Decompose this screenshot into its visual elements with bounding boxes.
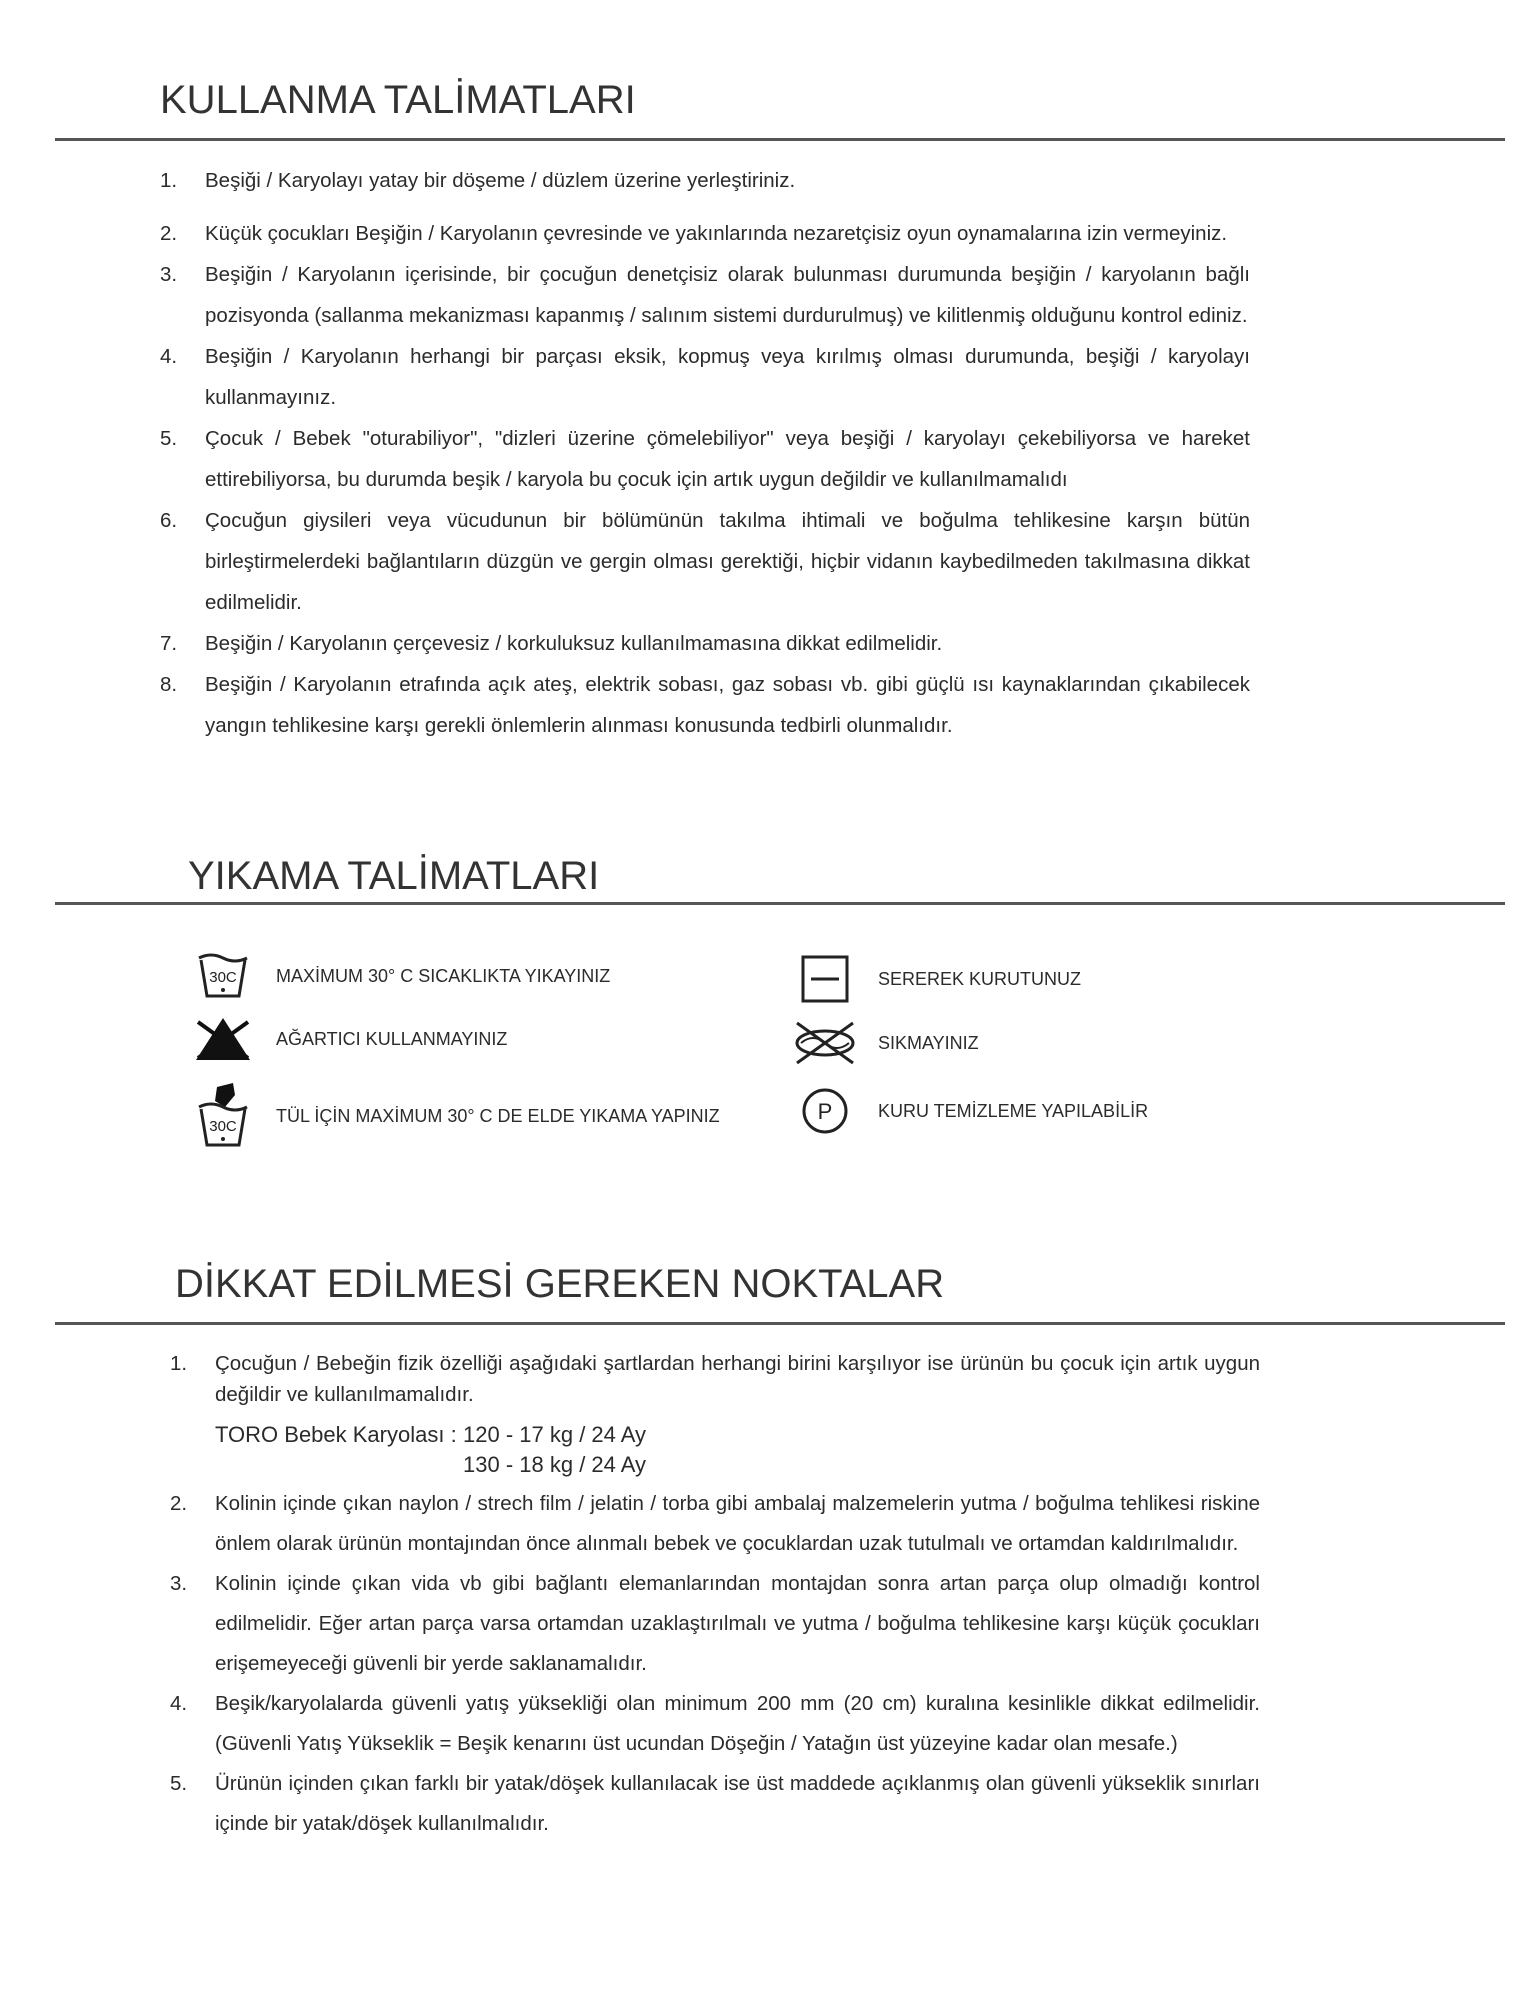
- list-item: 3. Kolinin içinde çıkan vida vb gibi bağlantı elemanlarından montajdan sonra artan parça olup olmadığı kontrol edilmelidir. Eğer artan parça varsa ortamdan uzaklaştırılmalı ve yutma / boğulma tehlikesine karşı küçük çocukları erişemeyeceği güvenli bir yerde saklanamalıdır.: [170, 1572, 1260, 1675]
- svg-text:P: P: [817, 1099, 833, 1124]
- wash-label: TÜL İÇİN MAXİMUM 30° C DE ELDE YIKAMA YAPINIZ: [276, 1105, 720, 1126]
- attention-list: [170, 1484, 1260, 1844]
- wash-label: SEREREK KURUTUNUZ: [878, 968, 1082, 989]
- dry-clean-p-icon: [790, 1080, 860, 1142]
- wash-instruction: [790, 948, 1081, 1010]
- wash-instruction: [188, 945, 610, 1007]
- list-item: 2. Kolinin içinde çıkan naylon / strech film / jelatin / torba gibi ambalaj malzemelerin yutma / boğulma tehlikesi riskine önlem olarak ürünün montajından önce alınmalı bebek ve çocuklardan uzak tutulmalı ve ortamdan kaldırılmalıdır.: [170, 1492, 1260, 1555]
- list-item: 3. Beşiğin / Karyolanın içerisinde, bir çocuğun denetçisiz olarak bulunması durumunda beşiğin / karyolanın bağlı pozisyonda (sallanma mekanizması kapanmış / salınım sistemi durdurulmuş) ve kilitlenmiş olduğunu kontrol ediniz.: [160, 263, 1250, 327]
- list-item: 1. Beşiği / Karyolayı yatay bir döşeme / düzlem üzerine yerleştiriniz.: [160, 169, 796, 192]
- list-item: 1. Çocuğun / Bebeğin fizik özelliği aşağıdaki şartlardan herhangi birini karşılıyor ise ürünün bu çocuk için artık uygun değildir ve kullanılmamalıdır.: [170, 1352, 1260, 1406]
- size-table: [215, 1420, 646, 1480]
- svg-text:30C: 30C: [209, 1118, 237, 1135]
- usage-title: KULLANMA TALİMATLARI: [160, 78, 636, 122]
- wash-label: MAXİMUM 30° C SICAKLIKTA YIKAYINIZ: [276, 965, 611, 986]
- list-item: 2. Küçük çocukları Beşiğin / Karyolanın çevresinde ve yakınlarında nezaretçisiz oyun oynamalarına izin vermeyiniz.: [160, 222, 1228, 245]
- wash-instruction: [790, 1080, 1148, 1142]
- size-row: [215, 1450, 646, 1480]
- do-not-wring-icon: [790, 1012, 860, 1074]
- list-item: 5. Çocuk / Bebek "oturabiliyor", "dizleri üzerine çömelebiliyor" veya beşiği / karyolayı çekebiliyorsa ve hareket ettirebiliyorsa, bu durumda beşik / karyola bu çocuk için artık uygun değildir ve kullanılmamalıdı: [160, 427, 1250, 491]
- wash-label: SIKMAYINIZ: [878, 1032, 979, 1053]
- product-label: TORO Bebek Karyolası :: [215, 1422, 457, 1447]
- list-item: 5. Ürünün içinden çıkan farklı bir yatak/döşek kullanılacak ise üst maddede açıklanmış olan güvenli yükseklik sınırları içinde bir yatak/döşek kullanılmalıdır.: [170, 1772, 1260, 1835]
- attention-list-top: [170, 1348, 1260, 1410]
- list-item: 7. Beşiğin / Karyolanın çerçevesiz / korkuluksuz kullanılmamasına dikkat edilmelidir.: [160, 632, 943, 655]
- wash-label: KURU TEMİZLEME YAPILABİLİR: [878, 1100, 1149, 1121]
- size-row: [215, 1420, 646, 1450]
- attention-divider: [55, 1322, 1505, 1325]
- list-item: 4. Beşiğin / Karyolanın herhangi bir parçası eksik, kopmuş veya kırılmış olması durumunda, beşiği / karyolayı kullanmayınız.: [160, 345, 1250, 409]
- wash-30-icon: [188, 945, 258, 1007]
- list-item: 6. Çocuğun giysileri veya vücudunun bir bölümünün takılma ihtimali ve boğulma tehlikesine karşın bütün birleştirmelerdeki bağlantıların düzgün ve gergin olması gerektiği, hiçbir vidanın kaybedilmeden takılmasına dikkat edilmelidir.: [160, 509, 1250, 614]
- attention-title: DİKKAT EDİLMESİ GEREKEN NOKTALAR: [175, 1262, 945, 1306]
- usage-list: [160, 160, 1250, 746]
- wash-label: AĞARTICI KULLANMAYINIZ: [276, 1028, 508, 1049]
- size-value: 130 - 18 kg / 24 Ay: [463, 1452, 647, 1477]
- list-item: 4. Beşik/karyolalarda güvenli yatış yüksekliği olan minimum 200 mm (20 cm) kuralına kesinlikle dikkat edilmelidir. (Güvenli Yatış Yükseklik = Beşik kenarını üst ucundan Döşeğin / Yatağın üst yüzeyine kadar olan mesafe.): [170, 1692, 1260, 1755]
- hand-wash-30-icon: [188, 1085, 258, 1147]
- dry-flat-icon: [790, 948, 860, 1010]
- size-value: 120 - 17 kg / 24 Ay: [463, 1422, 647, 1447]
- wash-instruction: [188, 1008, 507, 1070]
- wash-instruction: [790, 1012, 979, 1074]
- svg-text:30C: 30C: [209, 969, 237, 986]
- list-item: 8. Beşiğin / Karyolanın etrafında açık ateş, elektrik sobası, gaz sobası vb. gibi güçlü ısı kaynaklarından çıkabilecek yangın tehlikesine karşı gerekli önlemlerin alınması konusunda tedbirli olunmalıdır.: [160, 673, 1250, 737]
- wash-instruction: [188, 1085, 720, 1147]
- washing-divider: [55, 902, 1505, 905]
- usage-divider: [55, 138, 1505, 141]
- washing-title: YIKAMA TALİMATLARI: [188, 854, 600, 898]
- no-bleach-icon: [188, 1008, 258, 1070]
